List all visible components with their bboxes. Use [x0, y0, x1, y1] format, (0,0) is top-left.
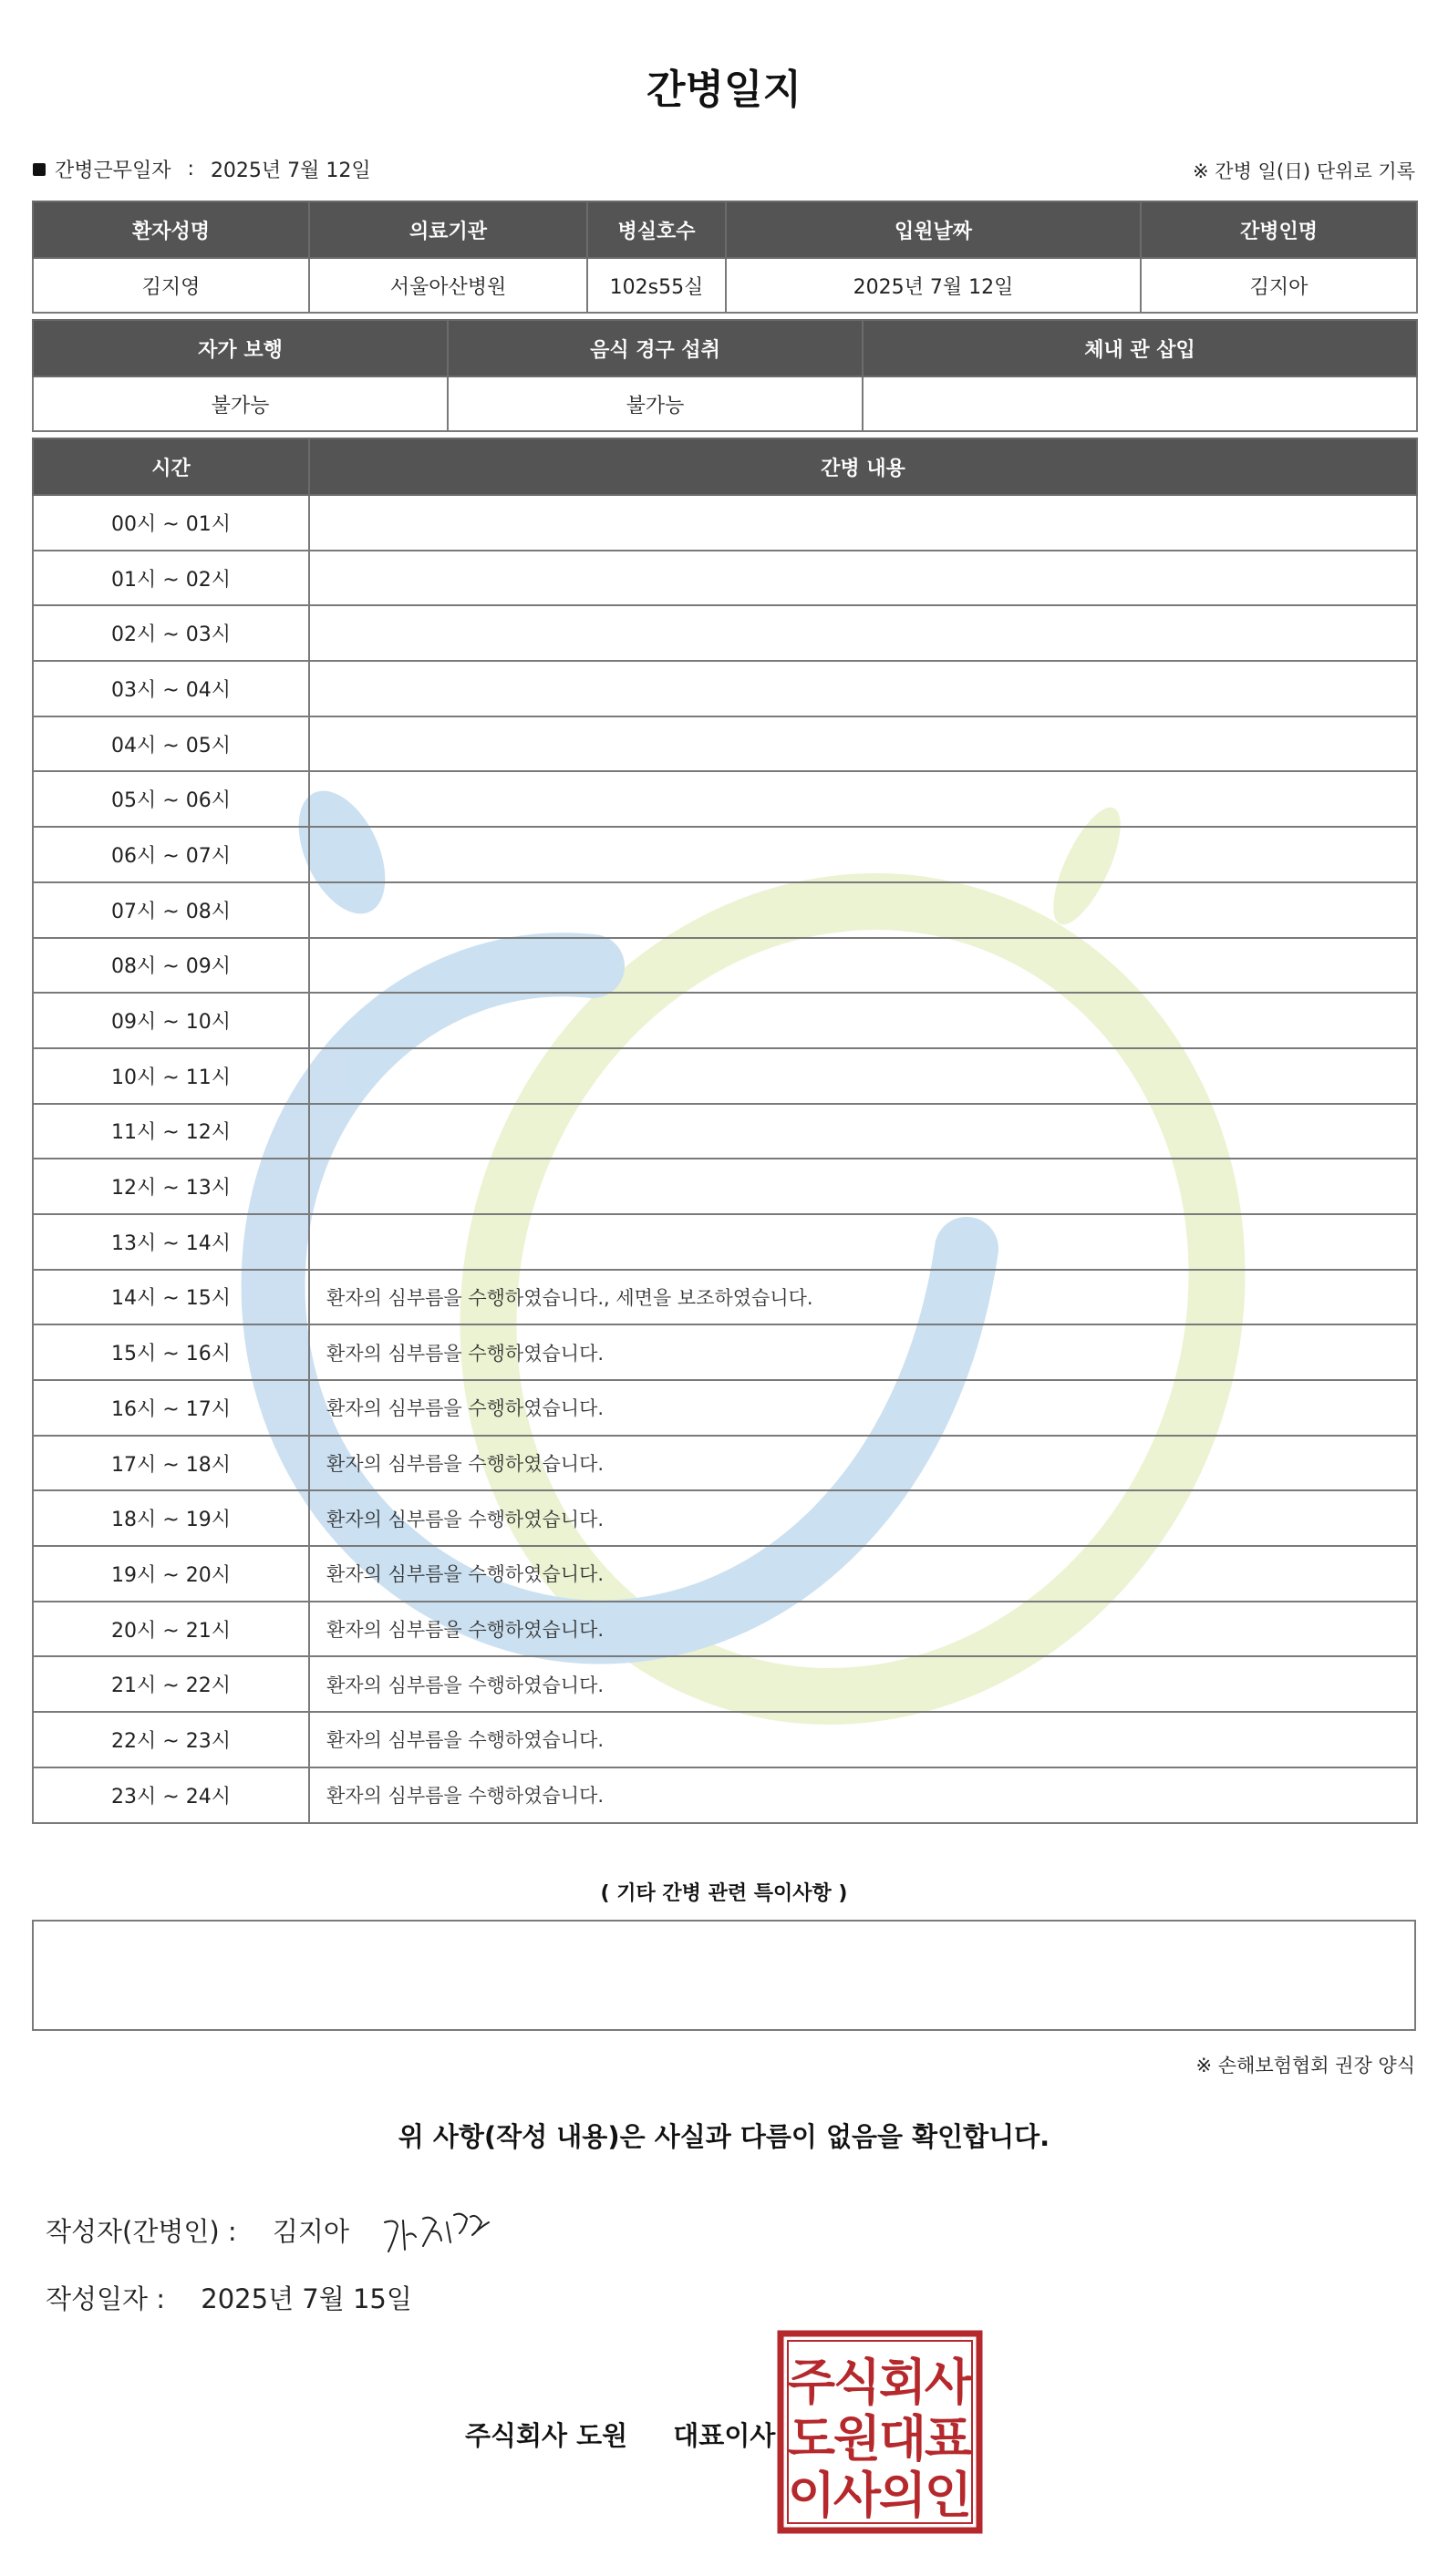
- log-time-cell: 14시 ~ 15시: [33, 1270, 309, 1325]
- svg-text:사: 사: [833, 2467, 882, 2524]
- oral-intake-value: 불가능: [448, 376, 863, 431]
- other-notes-title: ( 기타 간병 관련 특이사항 ): [600, 1882, 848, 1905]
- hourly-log-table: [32, 438, 1418, 1824]
- room-number: 102s55실: [587, 258, 726, 313]
- patient-header-row: [33, 201, 1417, 258]
- header-care-content: 간병 내용: [309, 438, 1417, 495]
- log-time-cell: 09시 ~ 10시: [33, 993, 309, 1048]
- svg-text:회: 회: [878, 2354, 927, 2411]
- writer-line: [46, 2211, 349, 2249]
- log-row: [33, 1602, 1417, 1657]
- log-header-row: [33, 438, 1417, 495]
- log-row: [33, 1656, 1417, 1712]
- log-content-cell: [309, 495, 1417, 551]
- log-time-cell: 01시 ~ 02시: [33, 551, 309, 606]
- log-row: [33, 938, 1417, 994]
- log-content-cell: [309, 1048, 1417, 1104]
- log-content-cell: 환자의 심부름을 수행하였습니다.: [309, 1546, 1417, 1602]
- log-row: [33, 1048, 1417, 1104]
- handwritten-signature: [376, 2195, 522, 2268]
- svg-text:원: 원: [833, 2410, 882, 2468]
- patient-name: 김지영: [33, 258, 309, 313]
- log-row: [33, 1380, 1417, 1436]
- log-content-cell: 환자의 심부름을 수행하였습니다., 세면을 보조하였습니다.: [309, 1270, 1417, 1325]
- log-content-cell: 환자의 심부름을 수행하였습니다.: [309, 1602, 1417, 1657]
- writer-label: 작성자(간병인) :: [46, 2216, 237, 2247]
- log-row: [33, 495, 1417, 551]
- log-time-cell: 15시 ~ 16시: [33, 1324, 309, 1380]
- written-date-line: [46, 2279, 412, 2316]
- log-time-cell: 16시 ~ 17시: [33, 1380, 309, 1436]
- company-line: [465, 2416, 775, 2453]
- log-time-cell: 00시 ~ 01시: [33, 495, 309, 551]
- log-body: [33, 495, 1417, 1823]
- log-content-cell: [309, 716, 1417, 772]
- status-value-row: [33, 376, 1417, 431]
- tube-insertion-value: [863, 376, 1417, 431]
- other-notes-box: [32, 1920, 1416, 2031]
- log-row: [33, 661, 1417, 716]
- log-time-cell: 23시 ~ 24시: [33, 1767, 309, 1823]
- log-time-cell: 08시 ~ 09시: [33, 938, 309, 994]
- log-content-cell: [309, 882, 1417, 938]
- patient-value-row: [33, 258, 1417, 313]
- svg-text:표: 표: [924, 2410, 973, 2468]
- header-admission-date: 입원날짜: [726, 201, 1141, 258]
- header-oral-intake: 음식 경구 섭취: [448, 320, 863, 376]
- written-date-label: 작성일자 :: [46, 2283, 166, 2314]
- work-date-label: 간병근무일자: [55, 160, 171, 182]
- log-row: [33, 605, 1417, 661]
- log-row: [33, 1490, 1417, 1546]
- header-room: 병실호수: [587, 201, 726, 258]
- work-date-line: [33, 155, 371, 183]
- log-time-cell: 10시 ~ 11시: [33, 1048, 309, 1104]
- header-hospital: 의료기관: [309, 201, 587, 258]
- company-name: 주식회사 도원: [465, 2420, 628, 2451]
- log-content-cell: 환자의 심부름을 수행하였습니다.: [309, 1436, 1417, 1491]
- company-seal-stamp: [777, 2330, 983, 2534]
- log-row: [33, 1270, 1417, 1325]
- header-time: 시간: [33, 438, 309, 495]
- bullet-square-icon: [33, 163, 46, 176]
- writer-name: 김지아: [272, 2216, 349, 2247]
- document-title: 간병일지: [646, 67, 802, 113]
- log-content-cell: 환자의 심부름을 수행하였습니다.: [309, 1656, 1417, 1712]
- log-row: [33, 1324, 1417, 1380]
- log-time-cell: 03시 ~ 04시: [33, 661, 309, 716]
- log-row: [33, 1436, 1417, 1491]
- header-caregiver-name: 간병인명: [1141, 201, 1417, 258]
- log-content-cell: 환자의 심부름을 수행하였습니다.: [309, 1712, 1417, 1767]
- svg-text:도: 도: [787, 2410, 836, 2468]
- written-date-value: 2025년 7월 15일: [201, 2283, 412, 2314]
- svg-text:인: 인: [924, 2467, 973, 2524]
- log-row: [33, 827, 1417, 882]
- log-row: [33, 1767, 1417, 1823]
- svg-text:이: 이: [787, 2467, 836, 2524]
- record-unit-note: ※ 간병 일(日) 단위로 기록: [1193, 160, 1415, 182]
- caregiver-name: 김지아: [1141, 258, 1417, 313]
- log-row: [33, 1712, 1417, 1767]
- log-content-cell: [309, 993, 1417, 1048]
- log-time-cell: 13시 ~ 14시: [33, 1214, 309, 1270]
- patient-info-table: [32, 201, 1418, 314]
- log-row: [33, 993, 1417, 1048]
- log-content-cell: [309, 771, 1417, 827]
- log-time-cell: 18시 ~ 19시: [33, 1490, 309, 1546]
- log-time-cell: 04시 ~ 05시: [33, 716, 309, 772]
- log-time-cell: 19시 ~ 20시: [33, 1546, 309, 1602]
- log-content-cell: 환자의 심부름을 수행하였습니다.: [309, 1324, 1417, 1380]
- log-time-cell: 07시 ~ 08시: [33, 882, 309, 938]
- log-content-cell: [309, 1104, 1417, 1159]
- svg-text:사: 사: [924, 2354, 973, 2411]
- log-row: [33, 882, 1417, 938]
- log-row: [33, 551, 1417, 606]
- svg-text:주: 주: [787, 2354, 836, 2411]
- log-content-cell: [309, 938, 1417, 994]
- hospital-name: 서울아산병원: [309, 258, 587, 313]
- log-content-cell: [309, 551, 1417, 606]
- log-time-cell: 05시 ~ 06시: [33, 771, 309, 827]
- log-content-cell: [309, 1214, 1417, 1270]
- log-time-cell: 11시 ~ 12시: [33, 1104, 309, 1159]
- header-tube-insertion: 체내 관 삽입: [863, 320, 1417, 376]
- self-walking-value: 불가능: [33, 376, 448, 431]
- log-content-cell: 환자의 심부름을 수행하였습니다.: [309, 1380, 1417, 1436]
- log-content-cell: 환자의 심부름을 수행하였습니다.: [309, 1767, 1417, 1823]
- log-content-cell: [309, 661, 1417, 716]
- patient-status-table: [32, 319, 1418, 432]
- log-time-cell: 02시 ~ 03시: [33, 605, 309, 661]
- log-time-cell: 06시 ~ 07시: [33, 827, 309, 882]
- log-time-cell: 21시 ~ 22시: [33, 1656, 309, 1712]
- admission-date: 2025년 7월 12일: [726, 258, 1141, 313]
- log-content-cell: [309, 827, 1417, 882]
- log-row: [33, 1159, 1417, 1214]
- log-time-cell: 12시 ~ 13시: [33, 1159, 309, 1214]
- svg-text:의: 의: [878, 2467, 927, 2524]
- work-date-separator: :: [187, 158, 194, 180]
- work-date-value: 2025년 7월 12일: [210, 160, 371, 182]
- header-patient-name: 환자성명: [33, 201, 309, 258]
- svg-text:식: 식: [833, 2354, 882, 2411]
- confirmation-statement: 위 사항(작성 내용)은 사실과 다름이 없음을 확인합니다.: [398, 2121, 1050, 2152]
- log-row: [33, 1214, 1417, 1270]
- header-self-walking: 자가 보행: [33, 320, 448, 376]
- log-row: [33, 771, 1417, 827]
- log-row: [33, 1104, 1417, 1159]
- log-time-cell: 17시 ~ 18시: [33, 1436, 309, 1491]
- svg-text:대: 대: [878, 2410, 927, 2468]
- log-time-cell: 20시 ~ 21시: [33, 1602, 309, 1657]
- association-note: ※ 손해보험협회 권장 양식: [1195, 2055, 1415, 2076]
- log-row: [33, 716, 1417, 772]
- log-content-cell: 환자의 심부름을 수행하였습니다.: [309, 1490, 1417, 1546]
- log-row: [33, 1546, 1417, 1602]
- log-content-cell: [309, 605, 1417, 661]
- log-time-cell: 22시 ~ 23시: [33, 1712, 309, 1767]
- status-header-row: [33, 320, 1417, 376]
- company-title: 대표이사: [673, 2420, 776, 2451]
- log-content-cell: [309, 1159, 1417, 1214]
